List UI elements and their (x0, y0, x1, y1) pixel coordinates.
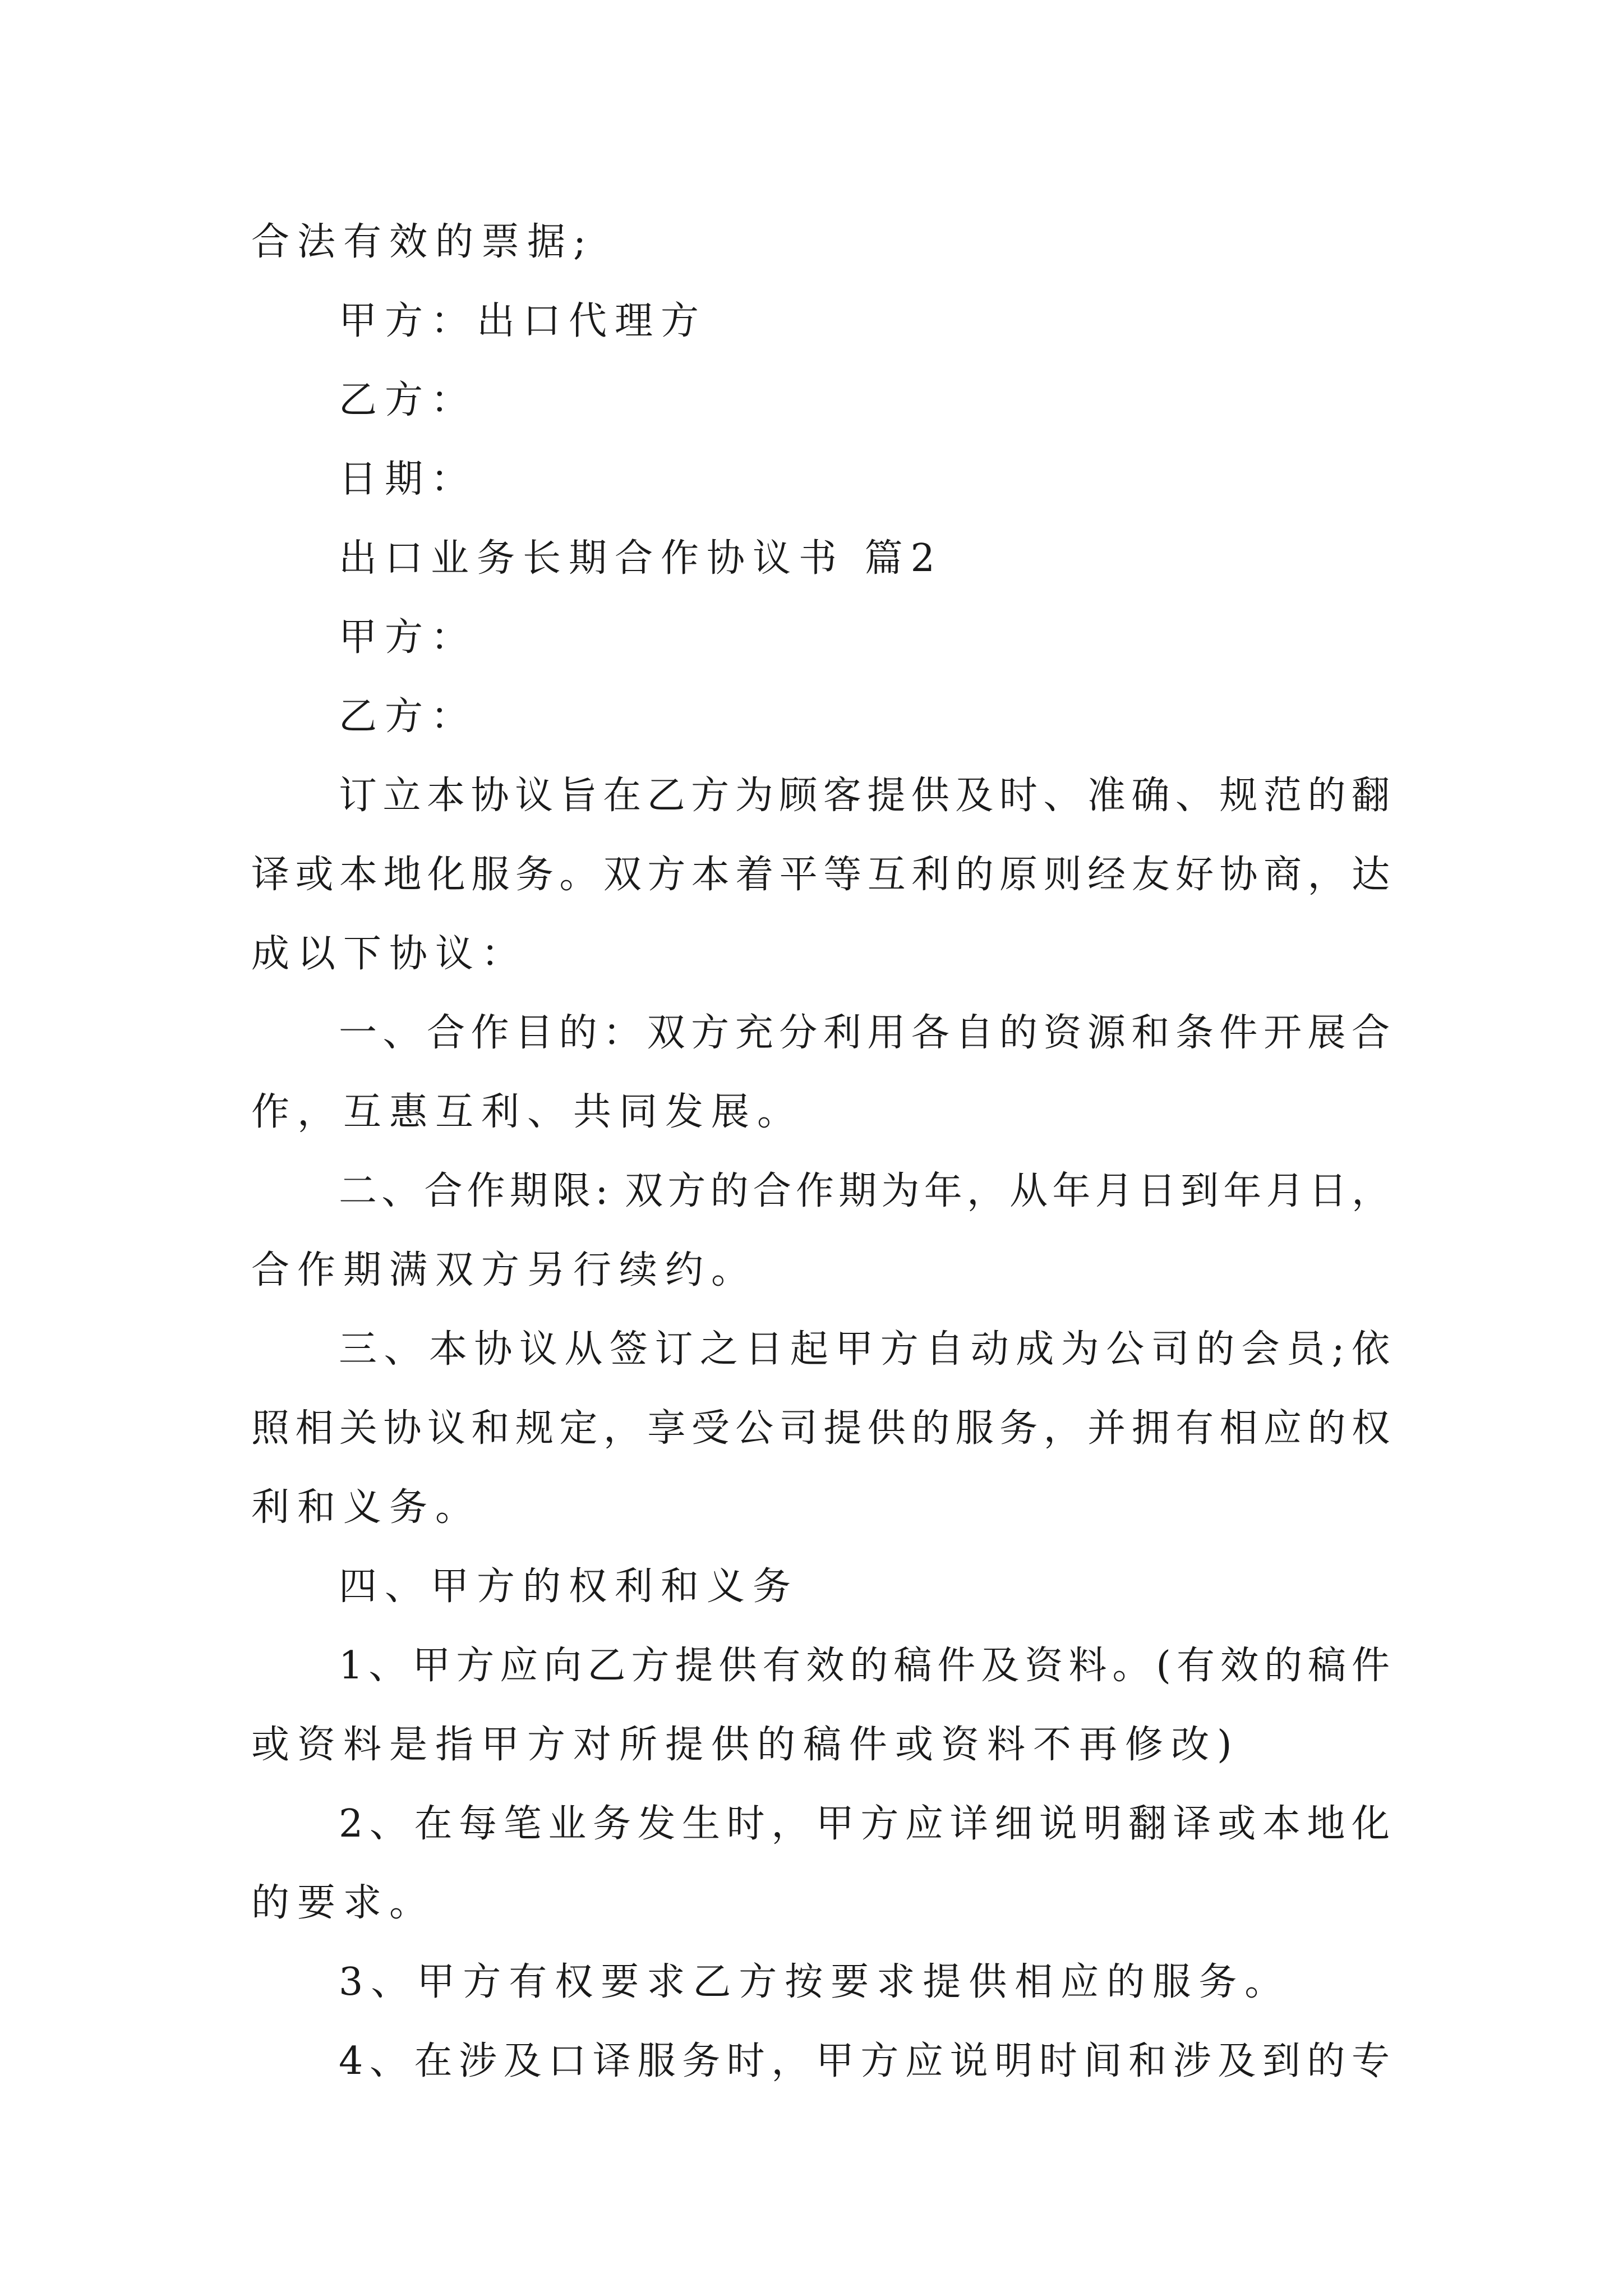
text-line: 的要求。 (251, 1881, 436, 1925)
text-line: 3、甲方有权要求乙方按要求提供相应的服务。 (339, 1960, 1291, 2004)
text-line: 订立本协议旨在乙方为顾客提供及时、准确、规范的翻 (339, 774, 1390, 818)
text-line: 作，互惠互利、共同发展。 (251, 1090, 804, 1134)
text-line: 日期： (339, 457, 477, 501)
text-line: 利和义务。 (251, 1485, 482, 1530)
text-line: 2、在每笔业务发生时，甲方应详细说明翻译或本地化 (339, 1802, 1390, 1846)
text-line: 四、甲方的权利和义务 (339, 1565, 799, 1609)
text-line: 译或本地化服务。双方本着平等互利的原则经友好协商，达 (251, 853, 1390, 897)
text-line: 成以下协议： (251, 932, 528, 976)
section-heading: 出口业务长期合作协议书 篇2 (339, 536, 943, 581)
text-line: 三、本协议从签订之日起甲方自动成为公司的会员;依 (339, 1327, 1390, 1372)
text-line: 合作期满双方另行续约。 (251, 1248, 758, 1292)
text-line: 照相关协议和规定，享受公司提供的服务，并拥有相应的权 (251, 1406, 1390, 1451)
text-line: 甲方：出口代理方 (339, 299, 707, 343)
text-line: 合法有效的票据; (251, 220, 594, 264)
text-line: 1、甲方应向乙方提供有效的稿件及资料。(有效的稿件 (339, 1644, 1390, 1688)
text-line: 乙方： (339, 694, 477, 739)
text-line: 一、合作目的：双方充分利用各自的资源和条件开展合 (339, 1011, 1390, 1055)
text-line: 4、在涉及口译服务时，甲方应说明时间和涉及到的专 (339, 2039, 1390, 2083)
text-line: 乙方： (339, 378, 477, 422)
text-line: 甲方： (339, 615, 477, 660)
text-line: 或资料是指甲方对所提供的稿件或资料不再修改) (251, 1723, 1240, 1767)
text-line: 二、合作期限: 双方的合作期为年，从年月日到年月日， (339, 1169, 1390, 1213)
